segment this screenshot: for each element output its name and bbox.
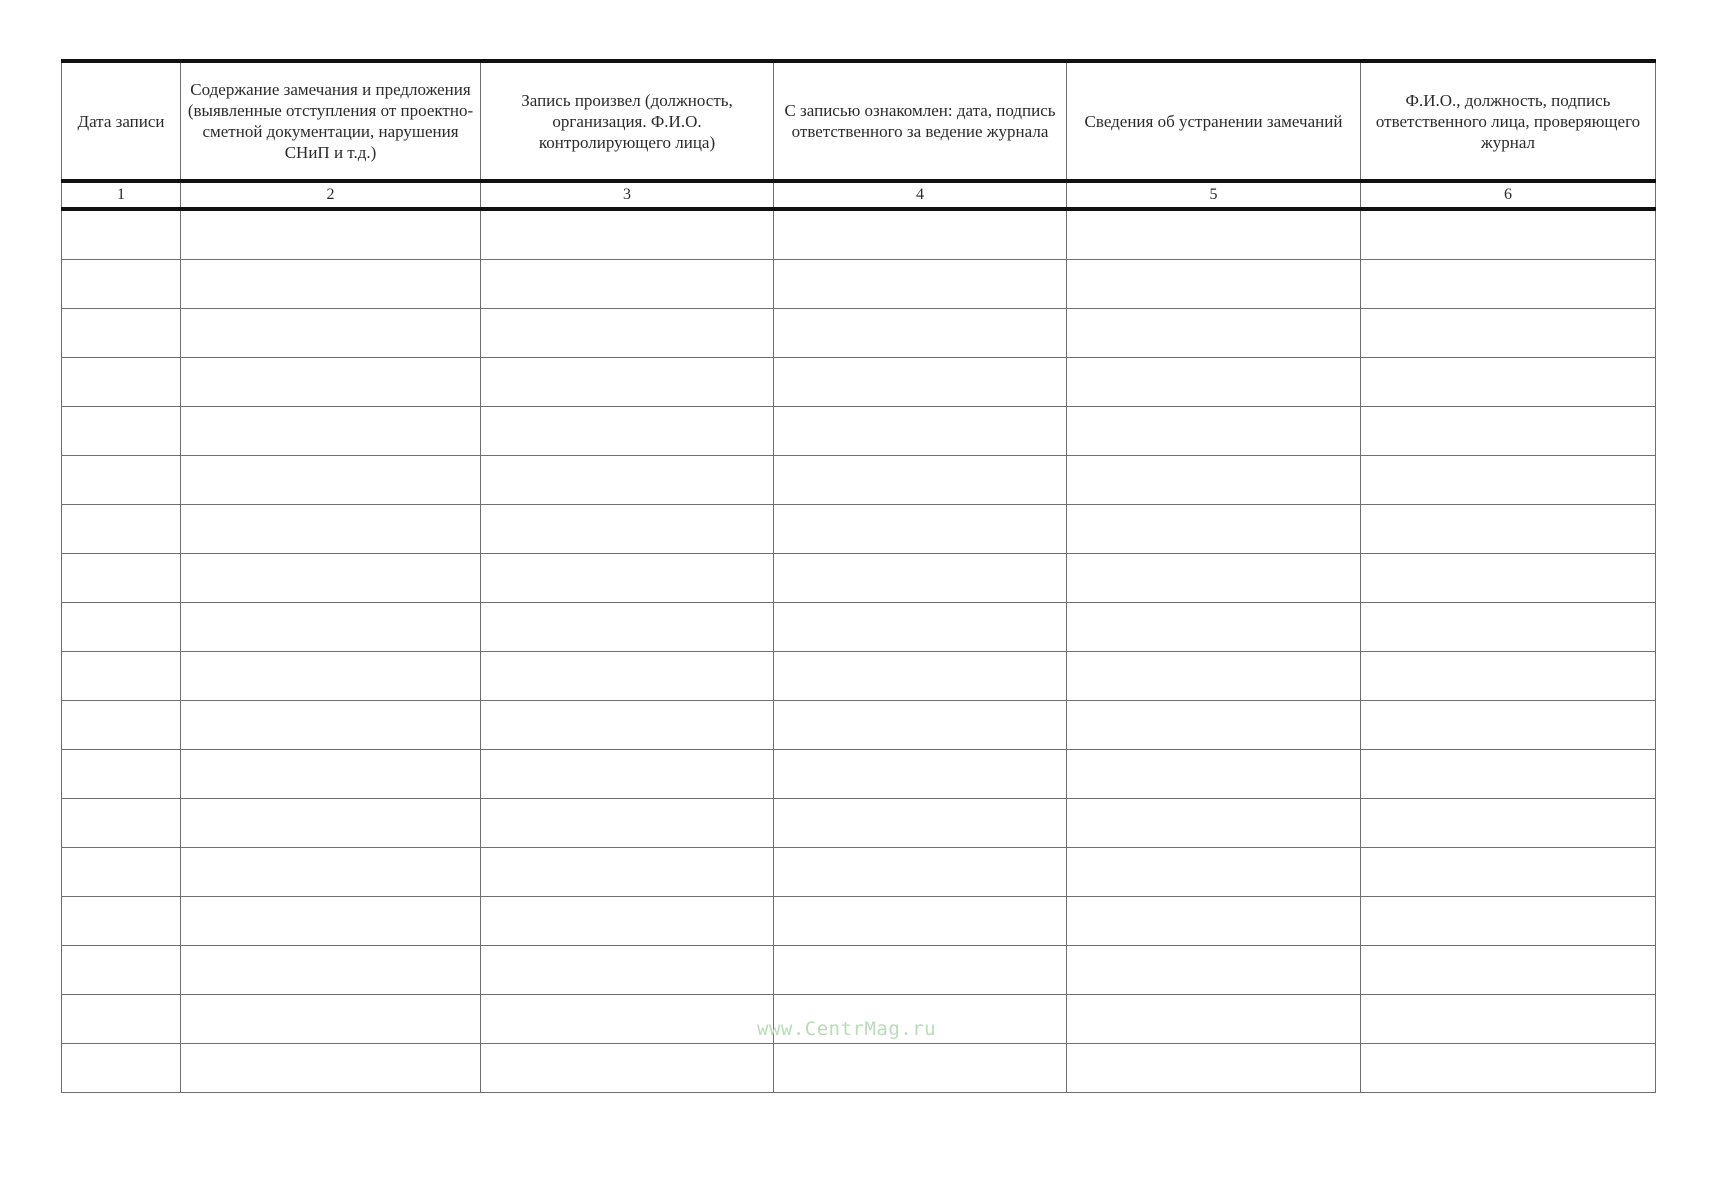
journal-table bbox=[61, 59, 1656, 1093]
header-cell-acknowledged: С записью ознакомлен: дата, подпись ответственного за ведение журнала bbox=[774, 61, 1067, 181]
table-row bbox=[62, 799, 1656, 848]
table-cell[interactable] bbox=[481, 505, 774, 554]
table-row bbox=[62, 260, 1656, 309]
table-row bbox=[62, 456, 1656, 505]
table-cell[interactable] bbox=[481, 848, 774, 897]
table-cell[interactable] bbox=[62, 603, 181, 652]
column-number: 3 bbox=[481, 181, 774, 209]
table-cell[interactable] bbox=[1067, 407, 1361, 456]
table-cell[interactable] bbox=[1361, 358, 1656, 407]
table-cell[interactable] bbox=[1067, 652, 1361, 701]
table-cell[interactable] bbox=[62, 456, 181, 505]
table-cell[interactable] bbox=[1361, 652, 1656, 701]
table-row bbox=[62, 209, 1656, 260]
header-cell-record-date: Дата записи bbox=[62, 61, 181, 181]
table-cell[interactable] bbox=[62, 652, 181, 701]
table-cell[interactable] bbox=[481, 407, 774, 456]
table-cell[interactable] bbox=[62, 946, 181, 995]
column-number-row bbox=[62, 181, 1656, 209]
table-cell[interactable] bbox=[481, 946, 774, 995]
table-cell[interactable] bbox=[181, 799, 481, 848]
table-cell[interactable] bbox=[1361, 995, 1656, 1044]
table-cell[interactable] bbox=[481, 209, 774, 260]
table-cell[interactable] bbox=[181, 652, 481, 701]
table-cell[interactable] bbox=[1067, 209, 1361, 260]
table-cell[interactable] bbox=[1361, 260, 1656, 309]
table-cell[interactable] bbox=[481, 799, 774, 848]
table-cell[interactable] bbox=[181, 209, 481, 260]
table-cell[interactable] bbox=[774, 799, 1067, 848]
table-row bbox=[62, 848, 1656, 897]
table-cell[interactable] bbox=[774, 505, 1067, 554]
table-cell[interactable] bbox=[1361, 897, 1656, 946]
watermark: www.CentrMag.ru bbox=[757, 1018, 937, 1040]
table-cell[interactable] bbox=[1067, 505, 1361, 554]
table-cell[interactable] bbox=[62, 799, 181, 848]
table-cell[interactable] bbox=[1361, 848, 1656, 897]
table-cell[interactable] bbox=[181, 1044, 481, 1093]
column-number: 6 bbox=[1361, 181, 1656, 209]
table-cell[interactable] bbox=[181, 456, 481, 505]
table-cell[interactable] bbox=[481, 652, 774, 701]
column-number: 2 bbox=[181, 181, 481, 209]
table-cell[interactable] bbox=[62, 407, 181, 456]
table-cell[interactable] bbox=[1361, 701, 1656, 750]
table-cell[interactable] bbox=[774, 209, 1067, 260]
table-cell[interactable] bbox=[181, 750, 481, 799]
table-cell[interactable] bbox=[1361, 456, 1656, 505]
table-cell[interactable] bbox=[1067, 848, 1361, 897]
table-cell[interactable] bbox=[1361, 505, 1656, 554]
table-cell[interactable] bbox=[181, 897, 481, 946]
table-cell[interactable] bbox=[181, 701, 481, 750]
table-cell[interactable] bbox=[1361, 554, 1656, 603]
header-cell-recorded-by: Запись произвел (должность, организация. Ф.И.О. контролирующего лица) bbox=[481, 61, 774, 181]
table-cell[interactable] bbox=[774, 260, 1067, 309]
table-row bbox=[62, 1044, 1656, 1093]
table-cell[interactable] bbox=[481, 603, 774, 652]
table-row bbox=[62, 946, 1656, 995]
header-cell-remarks-content: Содержание замечания и предложения (выявленные отступления от проектно-сметной документации, нарушения СНиП и т.д.) bbox=[181, 61, 481, 181]
table-cell[interactable] bbox=[1067, 456, 1361, 505]
table-row bbox=[62, 505, 1656, 554]
table-cell[interactable] bbox=[481, 701, 774, 750]
table-cell[interactable] bbox=[481, 1044, 774, 1093]
table-row bbox=[62, 750, 1656, 799]
table-cell[interactable] bbox=[774, 456, 1067, 505]
table-cell[interactable] bbox=[62, 848, 181, 897]
table-cell[interactable] bbox=[181, 946, 481, 995]
table-cell[interactable] bbox=[1361, 309, 1656, 358]
table-cell[interactable] bbox=[774, 309, 1067, 358]
table-cell[interactable] bbox=[1067, 897, 1361, 946]
table-row bbox=[62, 554, 1656, 603]
table-cell[interactable] bbox=[481, 897, 774, 946]
table-body bbox=[62, 209, 1656, 1093]
table-cell[interactable] bbox=[181, 848, 481, 897]
table-cell[interactable] bbox=[1067, 946, 1361, 995]
table-cell[interactable] bbox=[1067, 995, 1361, 1044]
table-cell[interactable] bbox=[774, 554, 1067, 603]
table-cell[interactable] bbox=[481, 309, 774, 358]
table-cell[interactable] bbox=[481, 260, 774, 309]
table-cell[interactable] bbox=[1361, 750, 1656, 799]
table-cell[interactable] bbox=[1361, 1044, 1656, 1093]
table-cell[interactable] bbox=[1067, 799, 1361, 848]
table-cell[interactable] bbox=[181, 554, 481, 603]
table-cell[interactable] bbox=[1067, 309, 1361, 358]
table-cell[interactable] bbox=[181, 603, 481, 652]
table-cell[interactable] bbox=[62, 995, 181, 1044]
column-number: 1 bbox=[62, 181, 181, 209]
table-cell[interactable] bbox=[774, 848, 1067, 897]
table-cell[interactable] bbox=[774, 1044, 1067, 1093]
table-cell[interactable] bbox=[181, 407, 481, 456]
table-cell[interactable] bbox=[1067, 603, 1361, 652]
table-cell[interactable] bbox=[1067, 750, 1361, 799]
table-row bbox=[62, 652, 1656, 701]
table-cell[interactable] bbox=[1361, 799, 1656, 848]
table-row bbox=[62, 407, 1656, 456]
table-cell[interactable] bbox=[62, 358, 181, 407]
table-cell[interactable] bbox=[181, 358, 481, 407]
table-cell[interactable] bbox=[774, 652, 1067, 701]
table-cell[interactable] bbox=[774, 750, 1067, 799]
table-cell[interactable] bbox=[62, 1044, 181, 1093]
table-cell[interactable] bbox=[1067, 260, 1361, 309]
table-cell[interactable] bbox=[1067, 701, 1361, 750]
table-cell[interactable] bbox=[181, 995, 481, 1044]
table-cell[interactable] bbox=[62, 554, 181, 603]
table-cell[interactable] bbox=[62, 750, 181, 799]
table-cell[interactable] bbox=[62, 260, 181, 309]
table-cell[interactable] bbox=[774, 701, 1067, 750]
table-cell[interactable] bbox=[1067, 554, 1361, 603]
table-cell[interactable] bbox=[62, 897, 181, 946]
table-row bbox=[62, 309, 1656, 358]
table-cell[interactable] bbox=[774, 603, 1067, 652]
table-cell[interactable] bbox=[181, 260, 481, 309]
table-cell[interactable] bbox=[481, 358, 774, 407]
table-cell[interactable] bbox=[1361, 407, 1656, 456]
table-cell[interactable] bbox=[774, 946, 1067, 995]
table-cell[interactable] bbox=[481, 456, 774, 505]
table-cell[interactable] bbox=[1067, 358, 1361, 407]
table-cell[interactable] bbox=[181, 505, 481, 554]
table-cell[interactable] bbox=[774, 358, 1067, 407]
table-cell[interactable] bbox=[1067, 1044, 1361, 1093]
table-cell[interactable] bbox=[1361, 603, 1656, 652]
table-row bbox=[62, 701, 1656, 750]
table-cell[interactable] bbox=[181, 309, 481, 358]
table-cell[interactable] bbox=[1361, 946, 1656, 995]
table-cell[interactable] bbox=[481, 750, 774, 799]
table-row bbox=[62, 358, 1656, 407]
column-number: 4 bbox=[774, 181, 1067, 209]
table-cell[interactable] bbox=[481, 554, 774, 603]
table-cell[interactable] bbox=[62, 701, 181, 750]
header-cell-remedy-info: Сведения об устранении замечаний bbox=[1067, 61, 1361, 181]
table-cell[interactable] bbox=[774, 407, 1067, 456]
table-cell[interactable] bbox=[481, 995, 774, 1044]
table-row bbox=[62, 897, 1656, 946]
table-cell[interactable] bbox=[1361, 209, 1656, 260]
table-cell[interactable] bbox=[62, 309, 181, 358]
column-number: 5 bbox=[1067, 181, 1361, 209]
table-cell[interactable] bbox=[774, 897, 1067, 946]
table-cell[interactable] bbox=[62, 505, 181, 554]
header-cell-inspector: Ф.И.О., должность, подпись ответственного лица, проверяющего журнал bbox=[1361, 61, 1656, 181]
header-row bbox=[62, 61, 1656, 181]
table-row bbox=[62, 603, 1656, 652]
table-cell[interactable] bbox=[62, 209, 181, 260]
